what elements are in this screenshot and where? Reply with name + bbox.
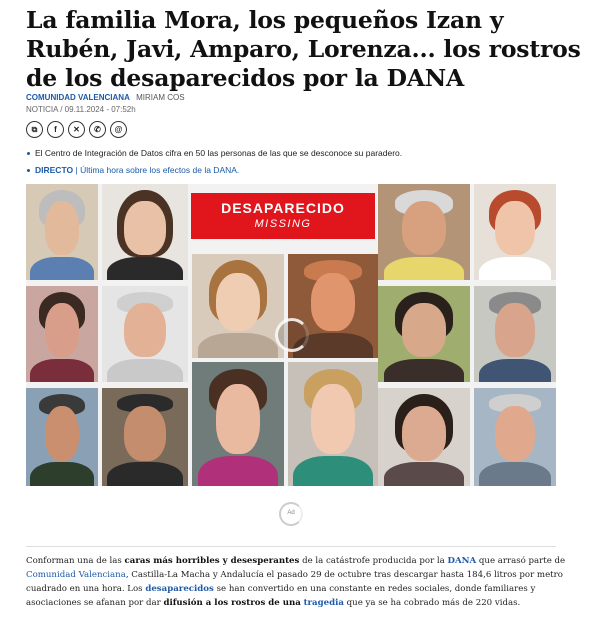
- article-headline: La familia Mora, los pequeños Izan y Rubén, Javi, Amparo, Lorenza... los rostros de los desaparecidos por la DANA: [26, 6, 581, 92]
- banner-subtitle: MISSING: [254, 218, 312, 230]
- missing-person-photo: [474, 184, 556, 280]
- missing-person-photo: [192, 362, 284, 486]
- missing-banner: [191, 193, 375, 239]
- link-tragedia[interactable]: tragedia: [303, 598, 344, 608]
- summary-item-live: [26, 165, 586, 176]
- missing-person-photo: [378, 286, 470, 382]
- share-whatsapp-icon[interactable]: ✆: [89, 121, 106, 138]
- missing-person-photo: [26, 388, 98, 486]
- share-email-icon[interactable]: @: [110, 121, 127, 138]
- banner-title: DESAPARECIDO: [221, 200, 345, 216]
- missing-person-photo: [102, 286, 188, 382]
- missing-person-photo: [26, 184, 98, 280]
- link-desaparecidos[interactable]: desaparecidos: [145, 584, 214, 594]
- missing-person-photo: [26, 286, 98, 382]
- summary-item: El Centro de Integración de Datos cifra en 50 las personas de las que se desconoce su paradero.: [26, 148, 586, 159]
- missing-person-photo: [378, 184, 470, 280]
- live-link[interactable]: Última hora sobre los efectos de la DANA.: [80, 165, 240, 175]
- missing-person-photo: [378, 388, 470, 486]
- link-dana[interactable]: DANA: [447, 556, 477, 566]
- missing-person-photo: [474, 286, 556, 382]
- author-name: MIRIAM COS: [136, 93, 185, 102]
- share-copy-icon[interactable]: ⧉: [26, 121, 43, 138]
- byline: [26, 92, 185, 115]
- missing-person-photo: [102, 388, 188, 486]
- missing-person-photo: [474, 388, 556, 486]
- link-comunidad-valenciana[interactable]: Comunidad Valenciana: [26, 570, 126, 580]
- article-meta: NOTICIA / 09.11.2024 - 07:52h: [26, 105, 136, 114]
- share-facebook-icon[interactable]: f: [47, 121, 64, 138]
- summary-bullets: [26, 148, 586, 182]
- missing-person-photo: [288, 362, 378, 486]
- missing-people-collage[interactable]: [26, 184, 556, 486]
- ad-label: Ad: [287, 510, 295, 516]
- live-label: DIRECTO: [35, 165, 74, 175]
- section-link[interactable]: COMUNIDAD VALENCIANA: [26, 93, 130, 102]
- loading-spinner-icon: [275, 318, 309, 352]
- missing-person-photo: [192, 254, 284, 358]
- separator: |: [75, 165, 78, 175]
- missing-person-photo: [102, 184, 188, 280]
- article-body: Conforman una de las caras más horribles y desesperantes de la catástrofe producida por la DANA que arrasó parte de Comunidad Valenciana, Castilla-La Macha y Andalucía el pasado 29 de octubre tras descargar hasta 184,6 litros por metro cuadrado en una hora. Los desaparecidos se han convertido en una constante en redes sociales, donde familiares y asociaciones se afanan por dar difusión a los rostros de una tragedia que ya se ha cobrado más de 220 vidas.: [26, 556, 566, 608]
- share-bar: [26, 121, 127, 138]
- share-x-icon[interactable]: ✕: [68, 121, 85, 138]
- divider: [26, 546, 556, 547]
- ad-loading-icon: [279, 502, 303, 526]
